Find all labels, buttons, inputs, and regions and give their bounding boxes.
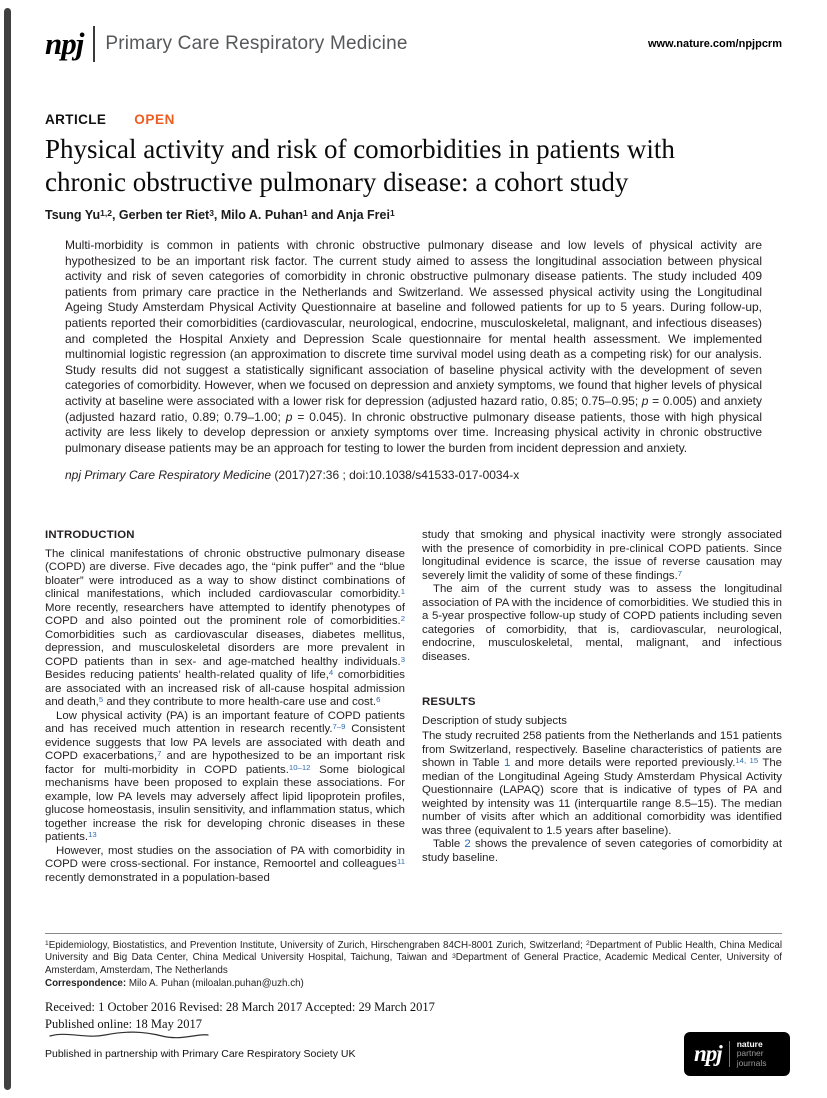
npj-logo: npj [45, 26, 84, 61]
npj-footer-logo-words [737, 1040, 767, 1069]
results-subheading: Description of study subjects [422, 714, 567, 727]
abstract-text: Multi-morbidity is common in patients with chronic obstructive pulmonary disease and low levels of physical activity are hypothesized to be an important risk factor. The current study aimed to assess the longitudinal association between physical activity and risk of seven categories of comorbidity in chronic obstructive pulmonary disease patients. The study included 409 patients from primary care practice in the Netherlands and Switzerland. We assessed physical activity using the Longitudinal Ageing Study Amsterdam Physical Activity Questionnaire at baseline and followed patients for up to 5 years. During follow-up, patients reported their comorbidities (cardiovascular, neurological, endocrine, musculoskeletal, malignant, and infectious diseases) and completed the Hospital Anxiety and Depression Scale questionnaire for mental health assessment. We implemented multinomial logistic regression (an approximation to discrete time survival model using death as a competing risk) for our analysis. Study results did not suggest a statistically significant association of baseline physical activity with the development of seven categories of comorbidity. However, when we focused on depression and anxiety symptoms, we found that higher levels of physical activity at baseline were associated with a lower risk for depression (adjusted hazard ratio, 0.85; 0.75–0.95; p = 0.005) and anxiety (adjusted hazard ratio, 0.89; 0.79–1.00; p = 0.045). In chronic obstructive pulmonary disease patients, those with high physical activity are less likely to develop depression or anxiety symptoms over time. Increasing physical activity in chronic obstructive pulmonary disease patients may be an approach for testing to lower the burden from incident depression and anxiety. [65, 238, 762, 455]
article-title: Physical activity and risk of comorbidities in patients with chronic obstructive pulmonary disease: a cohort study [45, 134, 675, 197]
reference-link[interactable]: 5 [98, 695, 104, 705]
superscript: 1 [45, 940, 49, 948]
journal-name: Primary Care Respiratory Medicine [105, 33, 408, 54]
reference-link[interactable]: 6 [376, 695, 381, 705]
superscript: 1 [389, 207, 395, 218]
superscript: 1,2 [100, 207, 112, 218]
italic-text: p [641, 393, 649, 408]
reference-link[interactable]: 2 [400, 614, 405, 624]
table-link[interactable]: 1 [504, 757, 511, 769]
right-column [422, 529, 782, 931]
article-body [45, 529, 782, 931]
introduction-heading: INTRODUCTION [45, 529, 135, 541]
journal-header [45, 26, 782, 62]
table-link[interactable]: 2 [464, 838, 471, 850]
partnership-note: Published in partnership with Primary Care Respiratory Society UK [45, 1048, 356, 1060]
results-heading: RESULTS [422, 696, 476, 708]
reference-link[interactable]: 10–12 [288, 762, 311, 772]
paragraph: The aim of the current study was to assess the longitudinal association of PA with the incidence of comorbidities. We studied this in a 5-year prospective follow-up study of COPD patients including seven categories of comorbidity, that is, cardiovascular, neurological, endocrine, musculoskeletal, mental, malignant, and infectious diseases. [422, 583, 782, 663]
reference-link[interactable]: 11 [396, 857, 405, 867]
citation-line: npj Primary Care Respiratory Medicine (2017)27:36 ; doi:10.1038/s41533-017-0034-x [65, 468, 520, 483]
superscript: 3 [209, 207, 214, 218]
page-footer [45, 1032, 790, 1076]
reference-link[interactable]: 4 [328, 668, 334, 678]
superscript: 2 [585, 940, 590, 948]
reference-link[interactable]: 7 [677, 568, 683, 578]
bold-text: Correspondence: [45, 977, 127, 989]
reference-link[interactable]: 7 [157, 749, 162, 759]
paragraph: However, most studies on the association of PA with comorbidity in COPD were cross-sectional. For instance, Remoortel and colleagues$^{11}$ recently demonstrated in a population-based [45, 844, 405, 884]
npj-footer-logo [684, 1032, 790, 1076]
reference-link[interactable]: 1 [400, 587, 405, 597]
correspondence-line: Correspondence: Milo A. Puhan (miloalan.puhan@uzh.ch) [45, 977, 304, 989]
reference-link[interactable]: 13 [88, 830, 97, 840]
npj-footer-logo-divider [729, 1041, 730, 1067]
reference-link[interactable]: 7–9 [332, 722, 346, 732]
left-column [45, 529, 405, 931]
paragraph: Table 2 shows the prevalence of seven categories of comorbidity at study baseline. [422, 838, 782, 864]
italic-text: npj Primary Care Respiratory Medicine [65, 468, 272, 483]
paragraph: The clinical manifestations of chronic obstructive pulmonary disease (COPD) are diverse. Five decades ago, the “pink puffer” and the “blue bloater” were introduced as a way to show distinct combinations of clinical manifestations, which included cardiovascular comorbidity.$^1$ More recently, researchers have attempted to identify phenotypes of COPD and also pointed out the prominent role of comorbidities.$^2$ Comorbidities such as cardiovascular diseases, diabetes mellitus, depression, and musculoskeletal disorders are more prevalent in COPD patients than in sex- and age-matched healthy individuals.$^3$ Besides reducing patients’ health-related quality of life,$^4$ comorbidities are associated with an increased risk of all-cause hospital admission and death,$^5$ and they contribute to more health-care use and cost.$^6$ [45, 547, 405, 708]
received-line: Received: 1 October 2016 Revised: 28 March 2017 Accepted: 29 March 2017 [45, 1000, 435, 1015]
article-kicker [45, 112, 782, 127]
superscript: 1 [303, 207, 308, 218]
open-access-label: OPEN [134, 112, 175, 127]
footnote-divider [45, 933, 782, 934]
npj-footer-logo-npj: npj [694, 1041, 722, 1066]
paragraph: Low physical activity (PA) is an important feature of COPD patients and has received much attention in research recently.$^{7-9}$ Consistent evidence suggests that low PA levels are associated with death and COPD exacerbations,$^7$ and are hypothesized to be an important risk factor for multi-morbidity in COPD patients.$^{10-12}$ Some biological mechanisms have been proposed to explain these associations. For example, low PA levels may adversely affect lipid lipoprotein profiles, glucose homeostasis, insulin sensitivity, and inflammation status, which together increase the risk for developing chronic diseases in these patients.$^{13}$ [45, 709, 406, 843]
journal-url-link[interactable]: www.nature.com/npjpcrm [647, 38, 782, 50]
superscript: 3 [452, 952, 456, 960]
article-type-label: ARTICLE [45, 112, 107, 127]
npj-footer-word-journals: journals [736, 1057, 767, 1068]
paragraph: study that smoking and physical inactivity were strongly associated with the presence of comorbidity in pre-clinical COPD patients. Since longitudinal evidence is scarce, the issue of reverse causation may severely limit the validity of some of these findings.$^7$ [422, 529, 782, 582]
paragraph: The study recruited 258 patients from the Netherlands and 151 patients from Switzerland, respectively. Baseline characteristics of patients are shown in Table 1 and more details were reported previously.$^{14, 15}$ The median of the Longitudinal Ageing Study Amsterdam Physical Activity Questionnaire (LAPAQ) score that is indicative of types of PA and weighted by intensity was 11 (interquartile range 8.5–15). The median number of visits after which an additional comorbidity was identified was three (equivalent to 1.5 years after baseline). [422, 730, 782, 837]
authors-line: Tsung Yu$^{1,2}$, Gerben ter Riet$^3$, Milo A. Puhan$^1$ and Anja Frei$^1$ [45, 207, 395, 222]
reference-link[interactable]: 14, 15 [735, 756, 759, 766]
reference-link[interactable]: 3 [400, 654, 405, 664]
npj-footer-word-nature: nature [736, 1038, 763, 1049]
italic-text: p [285, 409, 293, 424]
page-bottom-matter [45, 933, 782, 1040]
left-accent-bar [4, 8, 11, 1090]
published-line: Published online: 18 May 2017 [45, 1017, 202, 1032]
affiliations-text: $^1$Epidemiology, Biostatistics, and Prevention Institute, University of Zurich, Hirschengraben 84CH-8001 Zurich, Switzerland; $^2$Department of Public Health, China Medical University and Big Data Center, China Medical University Hospital, Taichung, Taiwan and $^3$Department of General Practice, Academic Medical Center, University of Amsterdam, Amsterdam, The Netherlands [45, 940, 783, 976]
brand-divider [93, 26, 95, 62]
npj-footer-word-partner: partner [736, 1048, 764, 1059]
journal-brand [45, 26, 408, 62]
